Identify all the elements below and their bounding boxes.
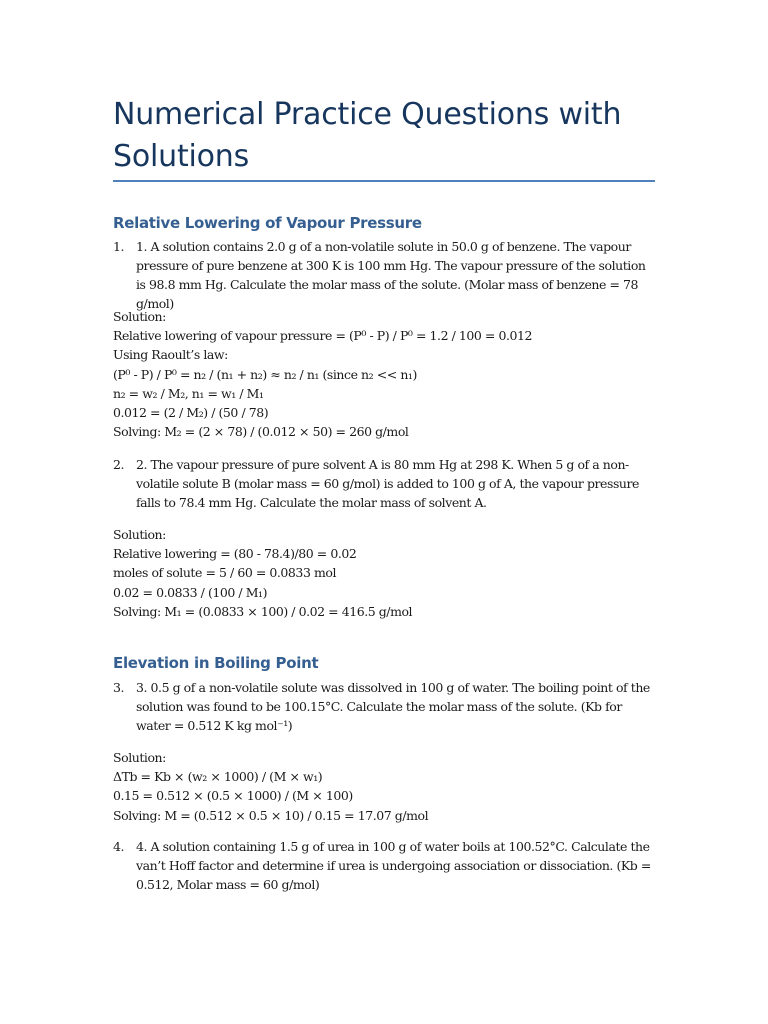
solution-line: Solving: M = (0.512 × 0.5 × 10) / 0.15 = 17.07 g/mol xyxy=(113,807,429,823)
solution-line: Relative lowering = (80 - 78.4)/80 = 0.02 xyxy=(113,546,357,562)
section-heading: Relative Lowering of Vapour Pressure xyxy=(113,214,422,232)
solution-line: 0.012 = (2 / M₂) / (50 / 78) xyxy=(113,405,269,421)
question-text: 2. The vapour pressure of pure solvent A is 80 mm Hg at 298 K. When 5 g of a non-volatile solute B (molar mass = 60 g/mol) is added to 100 g of A, the vapour pressure falls to 78.4 mm Hg. Calculate the molar mass of solvent A. xyxy=(136,457,640,510)
solution-line: moles of solute = 5 / 60 = 0.0833 mol xyxy=(113,565,336,581)
question-text: 4. A solution containing 1.5 g of urea in 100 g of water boils at 100.52°C. Calculate the van’t Hoff factor and determine if urea is undergoing association or dissociation. (Kb = 0.512, Molar mass = 60 g/mol) xyxy=(136,839,651,892)
solution-block xyxy=(113,748,658,825)
question-number: 1. xyxy=(113,239,125,254)
page-title: Numerical Practice Questions with Solutions xyxy=(113,97,622,174)
solution-line: 0.15 = 0.512 × (0.5 × 1000) / (M × 100) xyxy=(113,788,353,804)
question-text: 3. 0.5 g of a non-volatile solute was dissolved in 100 g of water. The boiling point of the solution was found to be 100.15°C. Calculate the molar mass of the solute. (Kb for water = 0.512 K kg mol⁻¹) xyxy=(136,680,650,733)
solution-line: Solving: M₁ = (0.0833 × 100) / 0.02 = 416.5 g/mol xyxy=(113,603,413,619)
solution-line: Solution: xyxy=(113,750,166,765)
question-number: 4. xyxy=(113,839,125,854)
question-item xyxy=(113,455,658,512)
solution-line: n₂ = w₂ / M₂, n₁ = w₁ / M₁ xyxy=(113,385,264,401)
solution-line: 0.02 = 0.0833 / (100 / M₁) xyxy=(113,584,268,600)
question-item xyxy=(113,837,658,894)
solution-line: Solution: xyxy=(113,527,166,542)
solution-line: Solution: xyxy=(113,309,166,324)
question-text: 1. A solution contains 2.0 g of a non-volatile solute in 50.0 g of benzene. The vapour pressure of pure benzene at 300 K is 100 mm Hg. The vapour pressure of the solution is 98.8 mm Hg. Calculate the molar mass of the solute. (Molar mass of benzene = 78 g/mol) xyxy=(136,239,646,311)
solution-line: Solving: M₂ = (2 × 78) / (0.012 × 50) = 260 g/mol xyxy=(113,424,409,440)
title-underline xyxy=(113,180,655,182)
question-item xyxy=(113,237,658,313)
solution-line: ΔTb = Kb × (w₂ × 1000) / (M × w₁) xyxy=(113,769,323,785)
question-number: 3. xyxy=(113,680,125,695)
question-number: 2. xyxy=(113,457,125,472)
solution-line: (P⁰ - P) / P⁰ = n₂ / (n₁ + n₂) ≈ n₂ / n₁ (since n₂ << n₁) xyxy=(113,366,417,382)
question-item xyxy=(113,678,658,735)
solution-block xyxy=(113,525,658,621)
section-heading: Elevation in Boiling Point xyxy=(113,654,319,672)
solution-line: Using Raoult’s law: xyxy=(113,347,228,363)
solution-line: Relative lowering of vapour pressure = (P⁰ - P) / P⁰ = 1.2 / 100 = 0.012 xyxy=(113,328,533,344)
solution-block xyxy=(113,307,658,441)
